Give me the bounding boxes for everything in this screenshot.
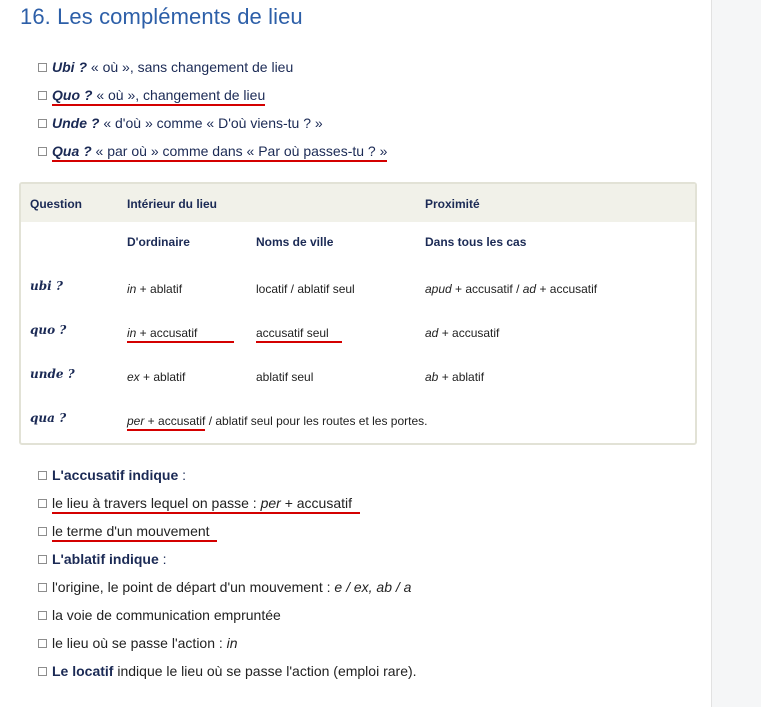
list-item-abl-1: l'origine, le point de départ d'un mouvement : e / ex, ab / a bbox=[38, 573, 417, 601]
loc-title: Le locatif bbox=[52, 663, 114, 679]
cell-qua-ordinary: per + accusatif / ablatif seul pour les routes et les portes. bbox=[127, 414, 428, 428]
cell-quo-proximity: ad + accusatif bbox=[425, 326, 500, 340]
subheader-city: Noms de ville bbox=[256, 235, 334, 249]
header-interior: Intérieur du lieu bbox=[127, 197, 218, 211]
cell-unde-proximity: ab + ablatif bbox=[425, 370, 485, 384]
header-question: Question bbox=[30, 197, 83, 211]
term-qua: Qua ? bbox=[52, 143, 92, 159]
red-underline-acc-1: le lieu à travers lequel on passe : per + accusatif bbox=[52, 495, 360, 514]
bullet-box-icon bbox=[38, 91, 47, 100]
red-underline-quo bbox=[52, 87, 265, 106]
red-underline-acc-2: le terme d'un mouvement bbox=[52, 523, 217, 542]
bullet-box-icon bbox=[38, 471, 47, 480]
bullet-box-icon bbox=[38, 639, 47, 648]
cell-quo-city bbox=[256, 326, 342, 340]
cell-ubi-ordinary: in + ablatif bbox=[127, 282, 183, 296]
bullet-box-icon bbox=[38, 667, 47, 676]
bullet-box-icon bbox=[38, 63, 47, 72]
term-quo: Quo ? bbox=[52, 87, 93, 103]
question-list bbox=[38, 53, 387, 165]
list-item-qua bbox=[38, 137, 387, 165]
list-item-abl-3: le lieu où se passe l'action : in bbox=[38, 629, 417, 657]
cases-list bbox=[38, 461, 417, 685]
list-item-acc-1 bbox=[38, 489, 417, 517]
list-item-abl-title: L'ablatif indique : bbox=[38, 545, 417, 573]
desc-ubi: « où », sans changement de lieu bbox=[87, 59, 294, 75]
cell-quo-ordinary bbox=[127, 326, 234, 340]
row-label-ubi: ubi ? bbox=[30, 279, 63, 293]
list-item-acc-2 bbox=[38, 517, 417, 545]
desc-unde: « d'où » comme « D'où viens-tu ? » bbox=[99, 115, 323, 131]
term-unde: Unde ? bbox=[52, 115, 100, 131]
term-ubi: Ubi ? bbox=[52, 59, 87, 75]
red-underline-quo-city: accusatif seul bbox=[256, 326, 329, 343]
red-underline-qua bbox=[52, 143, 387, 162]
places-table bbox=[19, 182, 697, 445]
subheader-ordinary: D'ordinaire bbox=[127, 235, 190, 249]
bullet-box-icon bbox=[38, 147, 47, 156]
red-underline-quo-ordinary: in + accusatif bbox=[127, 326, 234, 343]
subheader-all: Dans tous les cas bbox=[425, 235, 527, 249]
bullet-box-icon bbox=[38, 555, 47, 564]
row-label-quo: quo ? bbox=[30, 323, 67, 337]
list-item-ubi bbox=[38, 53, 387, 81]
list-item-unde bbox=[38, 109, 387, 137]
cell-unde-ordinary: ex + ablatif bbox=[127, 370, 186, 384]
bullet-box-icon bbox=[38, 119, 47, 128]
row-label-qua: qua ? bbox=[30, 411, 67, 425]
list-item-abl-2: la voie de communication empruntée bbox=[38, 601, 417, 629]
list-item-quo bbox=[38, 81, 387, 109]
acc-title: L'accusatif indique bbox=[52, 467, 179, 483]
list-item-locatif: Le locatif indique le lieu où se passe l'action (emploi rare). bbox=[38, 657, 417, 685]
desc-qua: « par où » comme dans « Par où passes-tu ? » bbox=[91, 143, 388, 159]
right-sidebar bbox=[711, 0, 761, 707]
header-proximity: Proximité bbox=[425, 197, 480, 211]
page-title: 16. Les compléments de lieu bbox=[20, 4, 303, 29]
list-item-acc-title: L'accusatif indique : bbox=[38, 461, 417, 489]
bullet-box-icon bbox=[38, 583, 47, 592]
bullet-box-icon bbox=[38, 611, 47, 620]
cell-ubi-proximity: apud + accusatif / ad + accusatif bbox=[425, 282, 598, 296]
table-header-band bbox=[21, 184, 695, 222]
red-underline-qua-ordinary: per + accusatif bbox=[127, 414, 205, 431]
abl-title: L'ablatif indique bbox=[52, 551, 159, 567]
row-label-unde: unde ? bbox=[30, 367, 75, 381]
cell-unde-city: ablatif seul bbox=[256, 370, 314, 384]
desc-quo: « où », changement de lieu bbox=[92, 87, 266, 103]
bullet-box-icon bbox=[38, 527, 47, 536]
bullet-box-icon bbox=[38, 499, 47, 508]
cell-ubi-city: locatif / ablatif seul bbox=[256, 282, 355, 296]
